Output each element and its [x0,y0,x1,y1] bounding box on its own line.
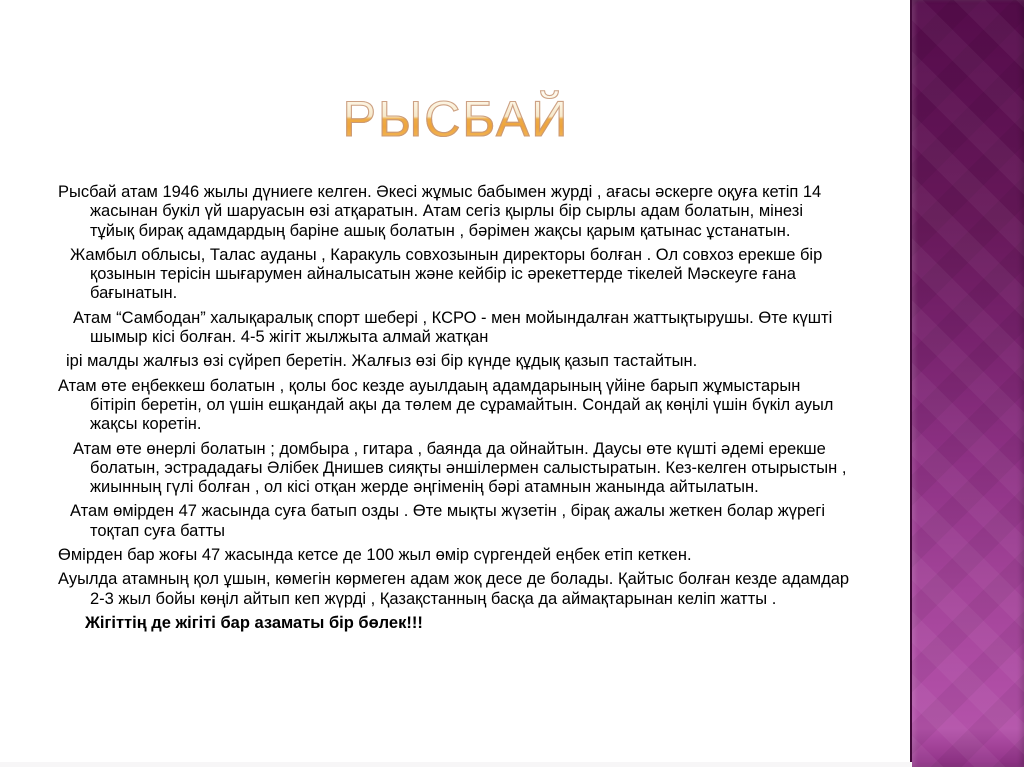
body-paragraph: Жігіттің де жігіті бар азаматы бір бөлек!!! [85,613,423,632]
slide-body-text [0,183,850,633]
slide-title-block [0,86,912,158]
body-paragraph: Рысбай атам 1946 жылы дүниеге келген. Әкесі жұмыс бабымен журді , ағасы әскерге оқуға кетіп 14 жасынан букіл үй шаруасын өзі атқаратын. Атам сегіз қырлы бір сырлы адам болатын, мінезі тұйық бирақ адамдардың баріне ашық болатын , бәрімен жақсы қарым қатынас ұстанатын. [58,183,822,240]
body-paragraph: Жамбыл облысы, Талас ауданы , Каракуль совхозынын директоры болған . Ол совхоз ерекше бір қозынын терісін шығарумен айналысатын және кейбір іс әрекеттерде тікелей Мәскеуге ғана бағынатын. [70,245,823,303]
body-paragraph: Ауылда атамның қол ұшын, көмегін көрмеген адам жоқ десе де болады. Қайтыс болған кезде адамдар 2-3 жыл бойы көңіл айтып кеп жүрді , Қазақстанның басқа да аймақтарынан келіп жатты . [58,570,850,608]
decorative-right-stripe [910,0,1024,767]
body-paragraph: Атам өте еңбеккеш болатын , қолы бос кезде ауылдаың адамдарының үйіне барып жұмыстарын бітіріп беретін, ол үшін ешқандай ақы да төлем де сұрамайтын. Сондай ақ көңілі үшін бүкіл ауыл жақсы коретін. [58,376,834,434]
body-paragraph: Атам “Самбодан” халықаралық спорт шебері , КСРО - мен мойындалған жаттықтырушы. Өте күшті шымыр кісі болған. 4-5 жігіт жылжыта алмай жатқан [73,308,833,347]
body-paragraph: Атам өте өнерлі болатын ; домбыра , гитара , баянда да ойнайтын. Даусы өте күшті әдемі ерекше болатын, эстрададағы Әлібек Днишев сияқты әншілермен салыстыратын. Кез-келген отырыстын , жиынның гүлі болған , ол кісі отқан жерде әңгіменің бәрі атамнын жанында айтылатын. [73,439,847,497]
body-paragraph: Атам өмірден 47 жасында суға батып озды . Өте мықты жүзетін , бірақ ажалы жеткен болар жүрегі тоқтап суға батты [70,502,826,540]
body-paragraph: ірі малды жалғыз өзі сүйреп беретін. Жалғыз өзі бір күнде құдық қазып тастайтын. [66,352,698,371]
body-paragraph: Өмірден бар жоғы 47 жасында кетсе де 100 жыл өмір сүргендей еңбек етіп кеткен. [58,546,692,565]
slide-title: РЫСБАЙ [343,86,570,152]
